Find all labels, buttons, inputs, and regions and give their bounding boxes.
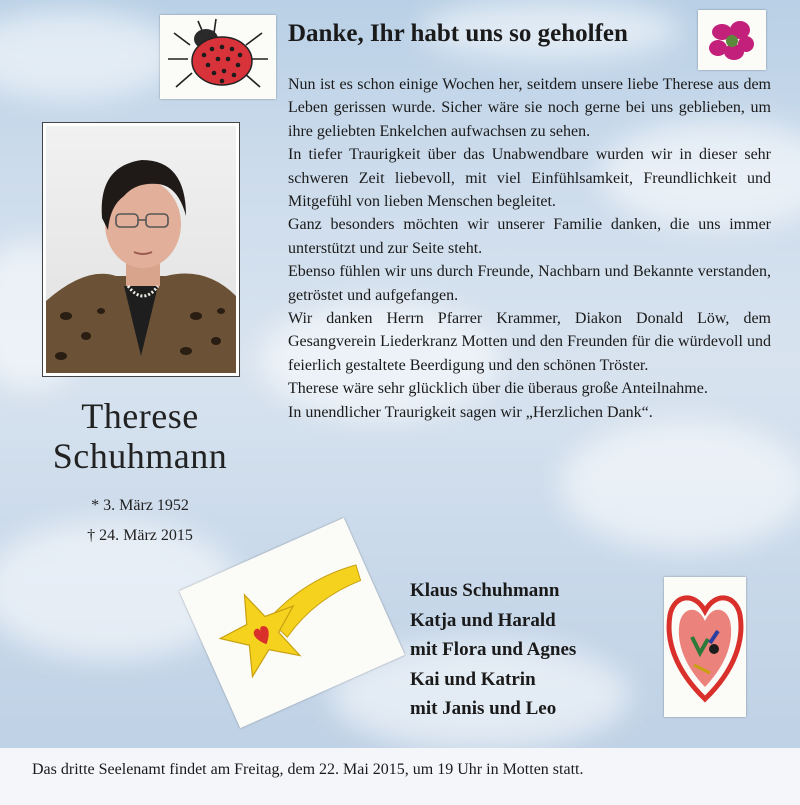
notice-body <box>288 73 771 424</box>
death-date: † 24. März 2015 <box>87 527 193 544</box>
notice-paragraph: Ebenso fühlen wir uns durch Freunde, Nachbarn und Bekannte verstanden, getröstet und aufgefangen. <box>288 263 771 304</box>
signature-line: mit Flora und Agnes <box>410 639 577 660</box>
notice-paragraph: Nun ist es schon einige Wochen her, seitdem unsere liebe Therese aus dem Leben gerissen wurde. Sicher wäre sie noch gerne bei uns geblieben, um ihre geliebten Enkelchen aufwachsen zu sehen. <box>288 76 771 140</box>
signature-line: mit Janis und Leo <box>410 698 557 719</box>
heart-drawing <box>664 577 746 717</box>
notice-paragraph: In unendlicher Traurigkeit sagen wir „Herzlichen Dank“. <box>288 403 653 421</box>
cloud <box>0 10 180 100</box>
ladybug-drawing <box>160 15 276 99</box>
ladybug-icon <box>160 15 276 99</box>
signature-line: Kai und Katrin <box>410 668 536 690</box>
notice-paragraph: Ganz besonders möchten wir unserer Familie danken, die uns immer unterstützt und zur Seite steht. <box>288 216 771 257</box>
heart-icon <box>664 577 746 717</box>
flower-icon <box>698 10 766 70</box>
signature-line: Klaus Schuhmann <box>410 580 560 601</box>
portrait-icon <box>46 126 236 373</box>
notice-heading: Danke, Ihr habt uns so geholfen <box>288 20 628 47</box>
deceased-last-name: Schuhmann <box>52 436 228 476</box>
footer-notice: Das dritte Seelenamt findet am Freitag, dem 22. Mai 2015, um 19 Uhr in Motten statt. <box>32 761 584 778</box>
cloud <box>560 420 800 550</box>
notice-paragraph: In tiefer Traurigkeit über das Unabwendbare wurden wir in dieser sehr schweren Zeit liebevoll, mit viel Einfühlsamkeit, Freundlichkeit und Mitgefühl von lieben Menschen begleitet. <box>288 146 771 211</box>
flower-drawing <box>698 10 766 70</box>
portrait-photo <box>42 122 240 377</box>
notice-paragraph: Therese wäre sehr glücklich über die überaus große Anteilnahme. <box>288 380 708 398</box>
signature-line: Katja und Harald <box>410 609 556 631</box>
notice-paragraph: Wir danken Herrn Pfarrer Krammer, Diakon Donald Löw, dem Gesangverein Liederkranz Motten und den Freunden für die würdevoll und feierlich gestaltete Beerdigung und den schönen Tröster. <box>288 310 771 374</box>
signature-block <box>410 576 576 724</box>
deceased-first-name: Therese <box>81 396 199 436</box>
birth-date: * 3. März 1952 <box>91 497 189 514</box>
